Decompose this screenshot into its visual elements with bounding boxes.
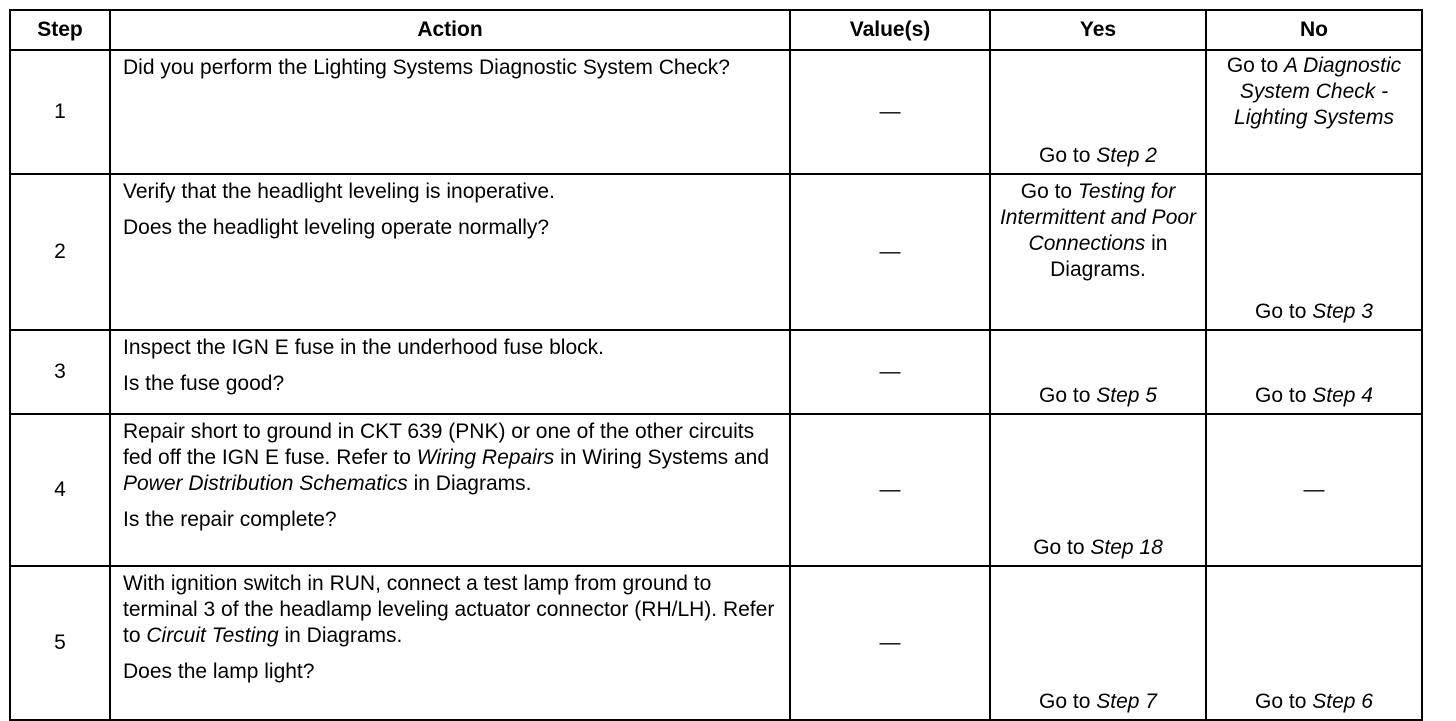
action-text-part: With ignition switch in RUN, connect a test lamp from ground to terminal 3 of the headlamp leveling actuator connector (RH/LH). Refer to — [123, 572, 775, 647]
step-number: 4 — [10, 414, 110, 566]
header-yes: Yes — [990, 10, 1206, 50]
yes-prefix: Go to — [1020, 180, 1078, 203]
action-text-part: in Wiring Systems and — [554, 446, 770, 469]
table-row — [10, 330, 1422, 414]
yes-link: Step 18 — [1090, 536, 1163, 559]
action-text-part: in Diagrams. — [407, 472, 532, 495]
value-dash: — — [879, 240, 901, 263]
action-question: Is the repair complete? — [123, 508, 337, 531]
table-row — [10, 174, 1422, 330]
value-cell — [790, 174, 990, 330]
action-question: Does the headlight leveling operate normally? — [123, 216, 550, 239]
value-dash: — — [879, 100, 901, 123]
diagnostic-table — [9, 9, 1423, 721]
no-link: A Diagnostic System Check - Lighting Systems — [1234, 54, 1402, 129]
yes-link: Step 5 — [1096, 384, 1157, 407]
table-row — [10, 50, 1422, 174]
yes-cell — [990, 174, 1206, 330]
action-cell — [110, 330, 790, 414]
no-cell — [1206, 50, 1422, 174]
header-no: No — [1206, 10, 1422, 50]
yes-link: Step 2 — [1096, 144, 1157, 167]
no-prefix: Go to — [1255, 690, 1313, 713]
value-cell — [790, 414, 990, 566]
no-link: Step 4 — [1312, 384, 1373, 407]
action-cell — [110, 174, 790, 330]
value-cell — [790, 50, 990, 174]
action-ref-link: Circuit Testing — [146, 624, 279, 647]
no-link: Step 3 — [1312, 300, 1373, 323]
action-ref-link: Wiring Repairs — [416, 446, 555, 469]
step-number: 3 — [10, 330, 110, 414]
value-cell — [790, 566, 990, 720]
action-text-part: Repair short to ground in CKT 639 (PNK) or one of the other circuits fed off the IGN E fuse. Refer to — [123, 420, 755, 469]
yes-suffix: in Diagrams. — [1050, 232, 1168, 281]
no-cell — [1206, 566, 1422, 720]
action-question: Is the fuse good? — [123, 372, 285, 395]
action-text-part: in Diagrams. — [278, 624, 403, 647]
no-cell — [1206, 174, 1422, 330]
value-dash: — — [879, 360, 901, 383]
yes-prefix: Go to — [1033, 536, 1091, 559]
no-dash: — — [1303, 478, 1325, 501]
yes-cell — [990, 330, 1206, 414]
no-prefix: Go to — [1255, 300, 1313, 323]
action-text — [123, 419, 783, 497]
value-cell — [790, 330, 990, 414]
table-row — [10, 566, 1422, 720]
no-prefix: Go to — [1255, 384, 1313, 407]
action-text: Inspect the IGN E fuse in the underhood fuse block. — [123, 336, 604, 359]
action-text: Did you perform the Lighting Systems Diagnostic System Check? — [123, 56, 730, 79]
yes-prefix: Go to — [1039, 690, 1097, 713]
action-cell — [110, 50, 790, 174]
step-number: 5 — [10, 566, 110, 720]
no-cell — [1206, 414, 1422, 566]
header-step: Step — [10, 10, 110, 50]
yes-cell — [990, 566, 1206, 720]
table-row — [10, 414, 1422, 566]
value-dash: — — [879, 631, 901, 654]
header-row — [10, 10, 1422, 50]
header-values: Value(s) — [790, 10, 990, 50]
action-text — [123, 571, 783, 649]
action-text: Verify that the headlight leveling is inoperative. — [123, 180, 555, 203]
yes-prefix: Go to — [1039, 384, 1097, 407]
yes-prefix: Go to — [1039, 144, 1097, 167]
action-ref-link: Power Distribution Schematics — [123, 472, 408, 495]
action-cell — [110, 414, 790, 566]
action-cell — [110, 566, 790, 720]
value-dash: — — [879, 478, 901, 501]
step-number: 1 — [10, 50, 110, 174]
yes-link: Step 7 — [1096, 690, 1157, 713]
action-question: Does the lamp light? — [123, 660, 315, 683]
yes-link: Testing for Intermittent and Poor Connections — [999, 180, 1197, 255]
yes-cell — [990, 50, 1206, 174]
yes-cell — [990, 414, 1206, 566]
header-action: Action — [110, 10, 790, 50]
no-cell — [1206, 330, 1422, 414]
step-number: 2 — [10, 174, 110, 330]
no-prefix: Go to — [1226, 54, 1285, 77]
no-link: Step 6 — [1312, 690, 1373, 713]
